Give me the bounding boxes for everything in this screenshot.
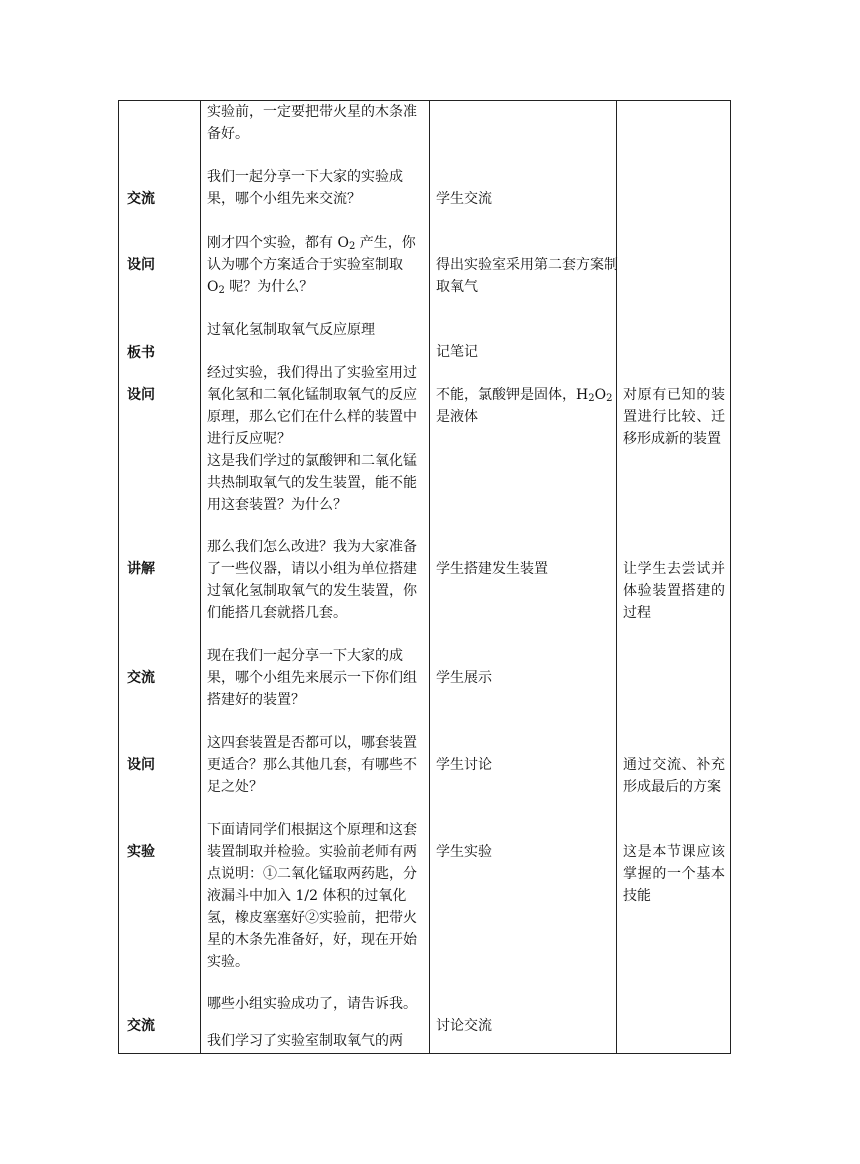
teacher-activity: 实验前，一定要把带火星的木条准备好。	[207, 104, 417, 142]
student-activity: 学生搭建发生装置	[436, 561, 548, 577]
teacher-activity: 我们一起分享一下大家的实验成果，哪个小组先来交流？	[207, 169, 403, 207]
student-activity: 学生实验	[436, 844, 492, 860]
student-activity: 学生讨论	[436, 757, 492, 773]
teacher-activity: 这四套装置是否都可以，哪套装置更适合？那么其他几套，有哪些不足之处？	[207, 735, 417, 795]
student-activity: 记笔记	[436, 344, 478, 360]
design-purpose: 让学生去尝试并体验装置搭建的过程	[623, 561, 725, 621]
step-label: 设问	[127, 757, 155, 773]
teacher-activity: 我们学习了实验室制取氧气的两	[207, 1033, 403, 1049]
step-label: 讲解	[127, 561, 155, 577]
teacher-activity: 下面请同学们根据这个原理和这套装置制取并检验。实验前老师有两点说明：①二氧化锰取两药匙，分液漏斗中加入 1/2 体积的过氧化氢，橡皮塞塞好②实验前，把带火星的木条先准备好，好，现在开始实验。	[207, 822, 417, 970]
lesson-plan-table	[118, 100, 731, 1054]
teacher-activity: 刚才四个实验，都有 $O_2$ 产生，你认为哪个方案适合于实验室制取 $O_2$ 呢？为什么？	[207, 235, 416, 296]
teacher-activity: 那么我们怎么改进？我为大家准备了一些仪器，请以小组为单位搭建过氧化氢制取氧气的发生装置，你们能搭几套就搭几套。	[207, 539, 417, 621]
step-label: 实验	[127, 844, 155, 860]
step-label: 交流	[127, 191, 155, 207]
teacher-activity: 这是我们学过的氯酸钾和二氧化锰共热制取氧气的发生装置，能不能用这套装置？为什么？	[207, 453, 417, 513]
student-activity: 得出实验室采用第二套方案制取氧气	[436, 257, 618, 295]
student-activity: 学生交流	[436, 191, 492, 207]
teacher-activity: 哪些小组实验成功了，请告诉我。	[207, 996, 417, 1012]
design-purpose: 对原有已知的装置进行比较、迁移形成新的装置	[623, 387, 725, 447]
student-activity: 学生展示	[436, 670, 492, 686]
student-activity: 不能，氯酸钾是固体，$H_2O_2$是液体	[436, 387, 613, 425]
student-activity: 讨论交流	[436, 1018, 492, 1034]
step-label: 板书	[127, 345, 155, 361]
step-label: 设问	[127, 257, 155, 273]
column-divider	[200, 101, 201, 1053]
step-label: 设问	[127, 387, 155, 403]
design-purpose: 这是本节课应该掌握的一个基本技能	[623, 844, 725, 904]
step-label: 交流	[127, 1018, 155, 1034]
design-purpose: 通过交流、补充形成最后的方案	[623, 757, 725, 795]
column-divider	[429, 101, 430, 1053]
teacher-activity: 过氧化氢制取氧气反应原理	[207, 322, 375, 338]
teacher-activity: 现在我们一起分享一下大家的成果，哪个小组先来展示一下你们组搭建好的装置？	[207, 648, 417, 708]
teacher-activity: 经过实验，我们得出了实验室用过氧化氢和二氧化锰制取氧气的反应原理，那么它们在什么样的装置中进行反应呢？	[207, 365, 417, 447]
step-label: 交流	[127, 670, 155, 686]
